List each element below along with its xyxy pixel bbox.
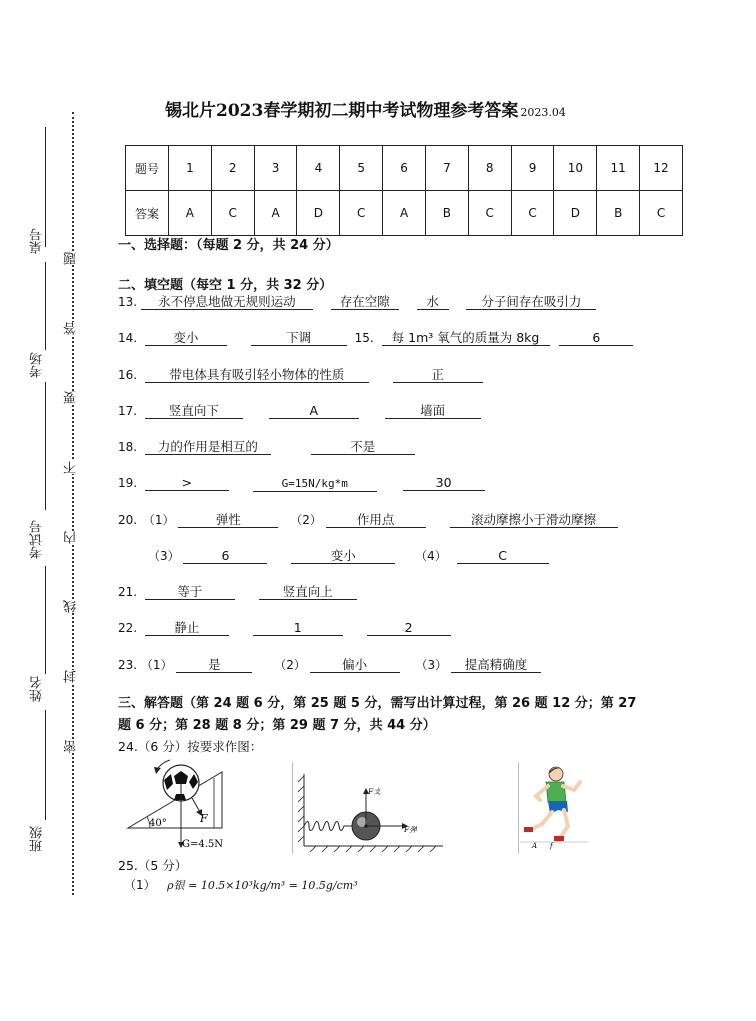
table-row — [126, 191, 683, 236]
margin-rule-top — [45, 127, 46, 247]
angle-label: 40° — [149, 818, 167, 829]
seal-char-4: 不 — [64, 461, 79, 474]
question-21 — [118, 584, 357, 600]
figure-spring-ball — [298, 774, 448, 854]
room-label: 考场 — [30, 352, 45, 378]
q17-answer-3: 墙面 — [385, 403, 481, 419]
table-cell: D — [297, 191, 340, 236]
table-cell: 10 — [554, 146, 597, 191]
q23-part-3: （3） — [415, 658, 448, 672]
question-23 — [118, 656, 541, 673]
question-22 — [118, 620, 451, 636]
question-17 — [118, 403, 481, 419]
friction-label: f — [550, 842, 553, 850]
table-cell: B — [425, 191, 468, 236]
question-18 — [118, 439, 415, 455]
table-header-answer: 答案 — [126, 191, 169, 236]
seal-char-5: 内 — [64, 531, 79, 544]
q21-number: 21. — [118, 585, 138, 599]
table-cell: 6 — [383, 146, 426, 191]
q22-number: 22. — [118, 621, 138, 635]
answer-table — [125, 145, 683, 236]
q13-answer-2: 存在空隙 — [331, 294, 399, 310]
q19-number: 19. — [118, 476, 138, 490]
q14-answer-2: 下调 — [251, 330, 347, 346]
section-fill-heading: 二、填空题（每空 1 分，共 32 分） — [118, 278, 333, 293]
section-answer-heading-line-2: 题 6 分；第 28 题 8 分；第 29 题 7 分，共 44 分） — [118, 718, 436, 733]
q20-part-3: （3） — [148, 549, 180, 563]
q19-answer-2: G=15N/kg*m — [253, 476, 377, 492]
section-answer-heading-line-1: 三、解答题（第 24 题 6 分，第 25 题 5 分，需写出计算过程，第 26 题 12 分；第 27 — [118, 696, 637, 711]
exam-number-label: 考试号 — [30, 520, 45, 559]
question-20-part-b — [148, 547, 549, 564]
table-cell: A — [383, 191, 426, 236]
q16-number: 16. — [118, 368, 138, 382]
section-choice-heading: 一、选择题：（每题 2 分，共 24 分） — [118, 238, 339, 253]
q13-answer-4: 分子间存在吸引力 — [466, 294, 596, 310]
margin-rule-4 — [45, 566, 46, 674]
q21-answer-1: 等于 — [145, 584, 235, 600]
point-a-label: A — [532, 842, 538, 850]
force-f-arrow — [192, 798, 200, 812]
figure-incline-ball — [124, 758, 234, 854]
name-label: 姓名 — [30, 676, 45, 702]
q20-answer-4: 6 — [183, 548, 267, 564]
q13-answer-3: 水 — [417, 294, 449, 310]
q16-answer-2: 正 — [393, 367, 483, 383]
seal-char-2: 答 — [64, 322, 79, 335]
margin-rule-2 — [45, 262, 46, 350]
class-label: 班级 — [30, 826, 45, 852]
q20-number: 20. — [118, 513, 138, 527]
table-cell: A — [169, 191, 212, 236]
table-cell: 5 — [340, 146, 383, 191]
table-cell: 12 — [640, 146, 683, 191]
question-20-part-a — [118, 511, 618, 528]
q18-number: 18. — [118, 440, 138, 454]
table-cell: 1 — [169, 146, 212, 191]
seat-label: 桌号 — [30, 228, 45, 254]
seal-char-1: 题 — [64, 252, 79, 265]
figure-runner — [520, 764, 590, 852]
runner-arm-left — [536, 786, 548, 800]
q17-answer-2: A — [269, 403, 359, 419]
q23-answer-1: 是 — [176, 657, 252, 673]
table-row — [126, 146, 683, 191]
table-cell: 8 — [468, 146, 511, 191]
table-cell: 3 — [254, 146, 297, 191]
q17-answer-1: 竖直向下 — [145, 403, 243, 419]
question-14-15 — [118, 330, 633, 346]
q23-answer-2: 偏小 — [310, 657, 400, 673]
q20-answer-6: C — [457, 548, 549, 564]
runner-leg-front — [560, 810, 568, 838]
q23-number: 23. — [118, 658, 138, 672]
q22-answer-2: 1 — [253, 620, 343, 636]
q17-number: 17. — [118, 404, 138, 418]
q22-answer-1: 静止 — [145, 620, 229, 636]
margin-rule-3 — [45, 382, 46, 510]
runner-shoe-front — [554, 836, 564, 841]
q18-answer-2: 不是 — [311, 439, 415, 455]
q25-part-1: （1） — [124, 878, 156, 892]
q20-answer-1: 弹性 — [178, 512, 278, 528]
force-f-label: F — [200, 812, 208, 825]
wall-hatch — [298, 776, 304, 842]
table-cell: 4 — [297, 146, 340, 191]
q14-answer-1: 变小 — [145, 330, 227, 346]
rotation-arrow-head — [154, 767, 161, 774]
support-force-label: F支 — [368, 787, 381, 796]
margin-rule-5 — [45, 710, 46, 820]
table-cell: 9 — [511, 146, 554, 191]
table-cell: D — [554, 191, 597, 236]
table-cell: C — [640, 191, 683, 236]
q20-answer-5: 变小 — [291, 548, 395, 564]
question-13 — [118, 294, 596, 310]
q13-answer-1: 永不停息地做无规则运动 — [141, 294, 313, 310]
spring-force-label: F弹 — [404, 825, 417, 834]
seal-dotted-line — [72, 112, 74, 895]
table-cell: 11 — [597, 146, 640, 191]
q23-answer-3: 提高精确度 — [451, 657, 541, 673]
rotation-arrow — [158, 760, 170, 768]
seal-char-6: 线 — [64, 600, 79, 613]
title-text: 锡北片2023春学期初二期中考试物理参考答案 — [165, 101, 519, 121]
ball-patch — [174, 794, 186, 800]
q20-answer-2: 作用点 — [326, 512, 426, 528]
q25-density-formula: ρ银 = 10.5×10³kg/m³ = 10.5g/cm³ — [167, 879, 358, 892]
q20-part-2: （2） — [290, 513, 322, 527]
runner-leg-back — [530, 812, 552, 830]
table-cell: C — [340, 191, 383, 236]
q25-label: 25.（5 分） — [118, 858, 188, 873]
q23-part-2: （2） — [274, 658, 306, 672]
figure-divider-right — [518, 762, 519, 854]
table-cell: 7 — [425, 146, 468, 191]
question-16 — [118, 367, 483, 383]
q18-answer-1: 力的作用是相互的 — [145, 439, 271, 455]
gravity-label: G=4.5N — [182, 839, 224, 850]
table-header-number: 题号 — [126, 146, 169, 191]
table-cell: 2 — [211, 146, 254, 191]
q15-number: 15. — [354, 331, 374, 345]
table-cell: B — [597, 191, 640, 236]
q23-part-1: （1） — [140, 658, 173, 672]
title-date: 2023.04 — [520, 106, 566, 119]
table-cell: C — [468, 191, 511, 236]
q25-line-1 — [124, 876, 358, 893]
page-title — [165, 96, 566, 121]
q15-answer-2: 6 — [559, 330, 633, 346]
q19-answer-3: 30 — [403, 475, 485, 491]
seal-char-8: 密 — [64, 740, 79, 753]
q24-label: 24.（6 分）按要求作图： — [118, 739, 263, 754]
q16-answer-1: 带电体具有吸引轻小物体的性质 — [145, 367, 369, 383]
question-19 — [118, 475, 485, 492]
q22-answer-3: 2 — [367, 620, 451, 636]
q20-answer-3: 滚动摩擦小于滑动摩擦 — [450, 512, 618, 528]
runner-shoe-back — [524, 827, 533, 832]
spring-icon — [304, 822, 352, 831]
runner-arm-right — [563, 782, 580, 790]
seal-char-3: 要 — [64, 391, 79, 404]
figure-divider-left — [292, 762, 293, 854]
q15-answer-1: 每 1m³ 氧气的质量为 8kg — [382, 330, 550, 346]
table-cell: C — [211, 191, 254, 236]
seal-char-7: 封 — [64, 670, 79, 683]
table-cell: A — [254, 191, 297, 236]
q14-number: 14. — [118, 331, 138, 345]
floor-hatch — [310, 846, 436, 852]
q13-number: 13. — [118, 295, 138, 309]
q20-part-4: （4） — [415, 549, 447, 563]
table-cell: C — [511, 191, 554, 236]
q21-answer-2: 竖直向上 — [259, 584, 357, 600]
q19-answer-1: > — [145, 475, 229, 491]
q20-part-1: （1） — [142, 513, 175, 527]
